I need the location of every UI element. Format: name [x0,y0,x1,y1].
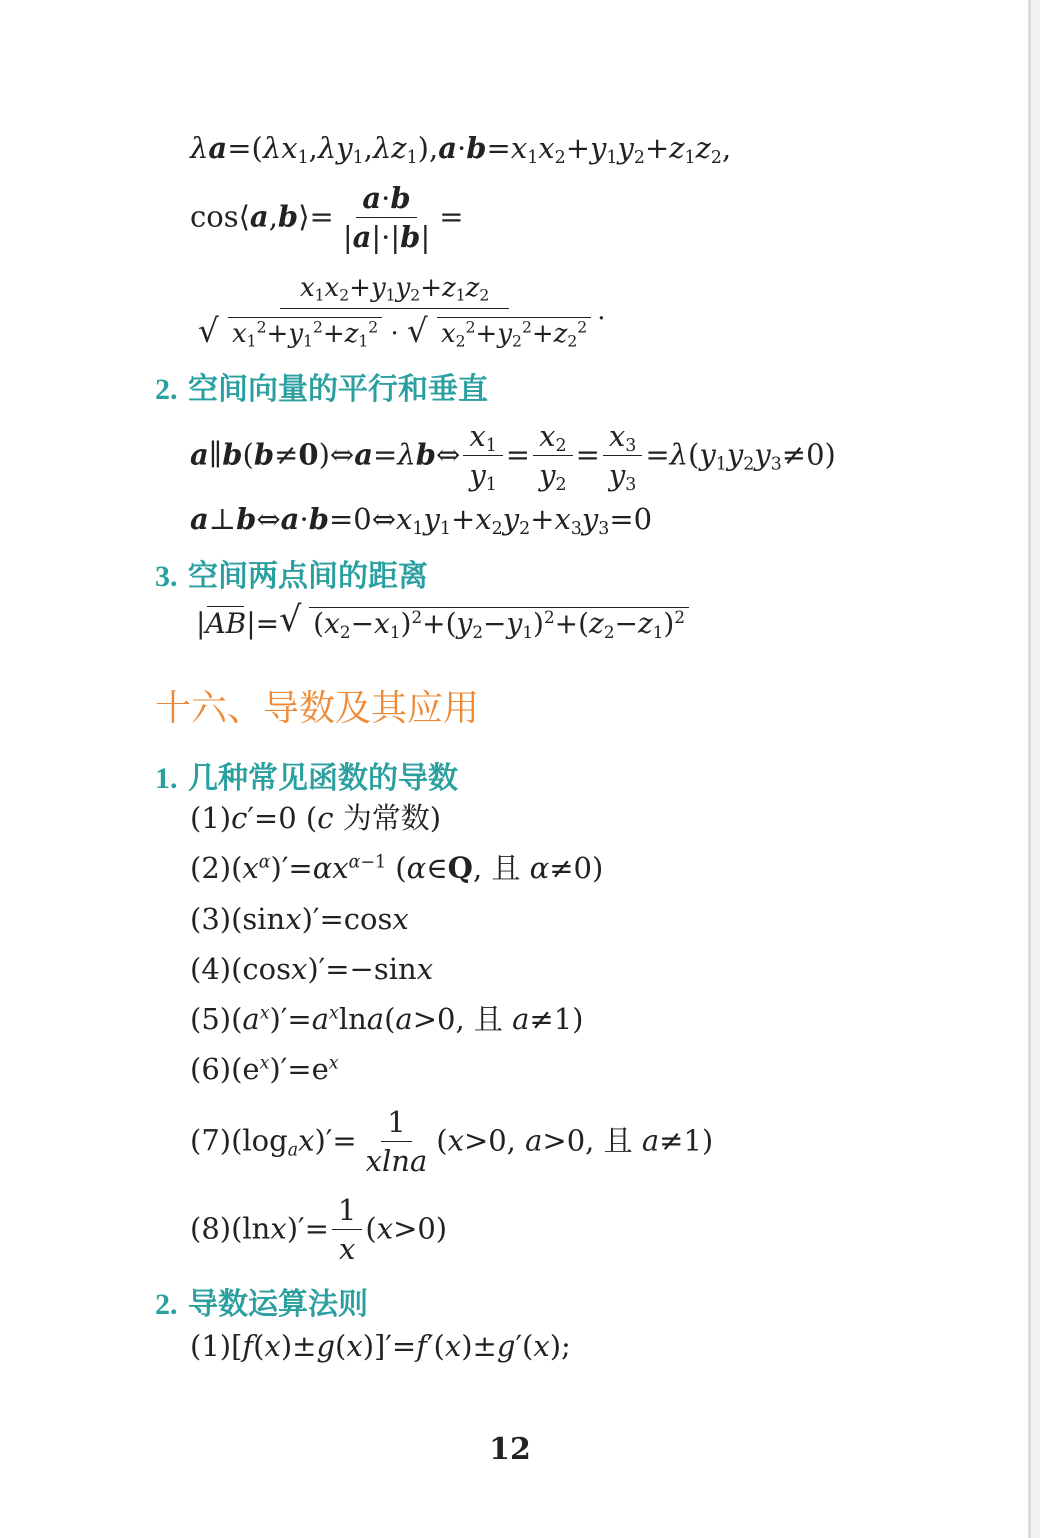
derivative-item-5: $(5)(a^x)'=a^x\ln a(a>0$, 且 a≠1) [190,1002,584,1036]
derivative-item-1: (1)c′=0 (c 为常数) [190,801,442,835]
rule-item-1: (1)[f(x)±g(x)]′=f′(x)±g′(x); [190,1329,571,1363]
formula-perpendicular: $a\perp b\Leftrightarrow a\cdot b=0\Leftrightarrow x_1y_1+x_2y_2+x_3y_3=0$ [190,502,653,540]
section-heading-derivative-rules: 2. 导数运算法则 [155,1287,368,1322]
section-heading-parallel-perpendicular: 2. 空间向量的平行和垂直 [155,372,488,407]
derivative-item-8: (8)(lnx)′= $\frac{1}{x}$ (x>0) [190,1193,448,1267]
derivative-item-4: (4)(cosx)′=−sinx [190,952,434,986]
formula-distance: |AB|=√ $(x_2-x_1)^2+(y_2-y_1)^2+(z_2-z_1)^2$ [196,604,689,638]
derivative-item-7: $(7)(\log_ax)'=$ $\frac{1}{xlna}$ (x>0, a>0, 且 a≠1) [190,1105,714,1179]
derivative-item-2: $(2)(x^\alpha)'=\alpha x^{\alpha-1}$ (α∈Q, 且 α≠0) [190,851,604,885]
formula-lambda-a: $\lambda a=(\lambda x_1,\lambda y_1,\lambda z_1),a\cdot b=x_1x_2+y_1y_2+z_1z_2$, [190,131,732,169]
derivative-item-3: (3)(sinx)′=cosx [190,902,409,936]
chapter-heading: 十六、导数及其应用 [155,688,480,729]
section-heading-basic-derivatives: 1. 几种常见函数的导数 [155,761,458,796]
formula-cos-expanded: $x_1x_2+y_1y_2+z_1z_2$ √ $x_1^2+y_1^2+z_1^2$ · √ $x_2^2+y_2^2+z_2^2$ . [192,274,605,350]
page-number: 12 [489,1432,531,1467]
derivative-item-6: $(6)(e^x)'=e^x$ [190,1052,339,1086]
formula-cos-angle: cos⟨a,b⟩= $\frac{a\cdot b}{|a|\cdot|b|}$ = [190,181,464,255]
section-heading-distance: 3. 空间两点间的距离 [155,559,428,594]
page-edge [1028,0,1040,1538]
formula-parallel: a∥b(b≠0)⇔a=λb⇔ $\frac{x_1}{y_1}$ = $\frac{x_2}{y_2}$ = $\frac{x_3}{y_3}$ $=\lambda(y_1y_2y_3\ne 0)$ [190,419,836,496]
